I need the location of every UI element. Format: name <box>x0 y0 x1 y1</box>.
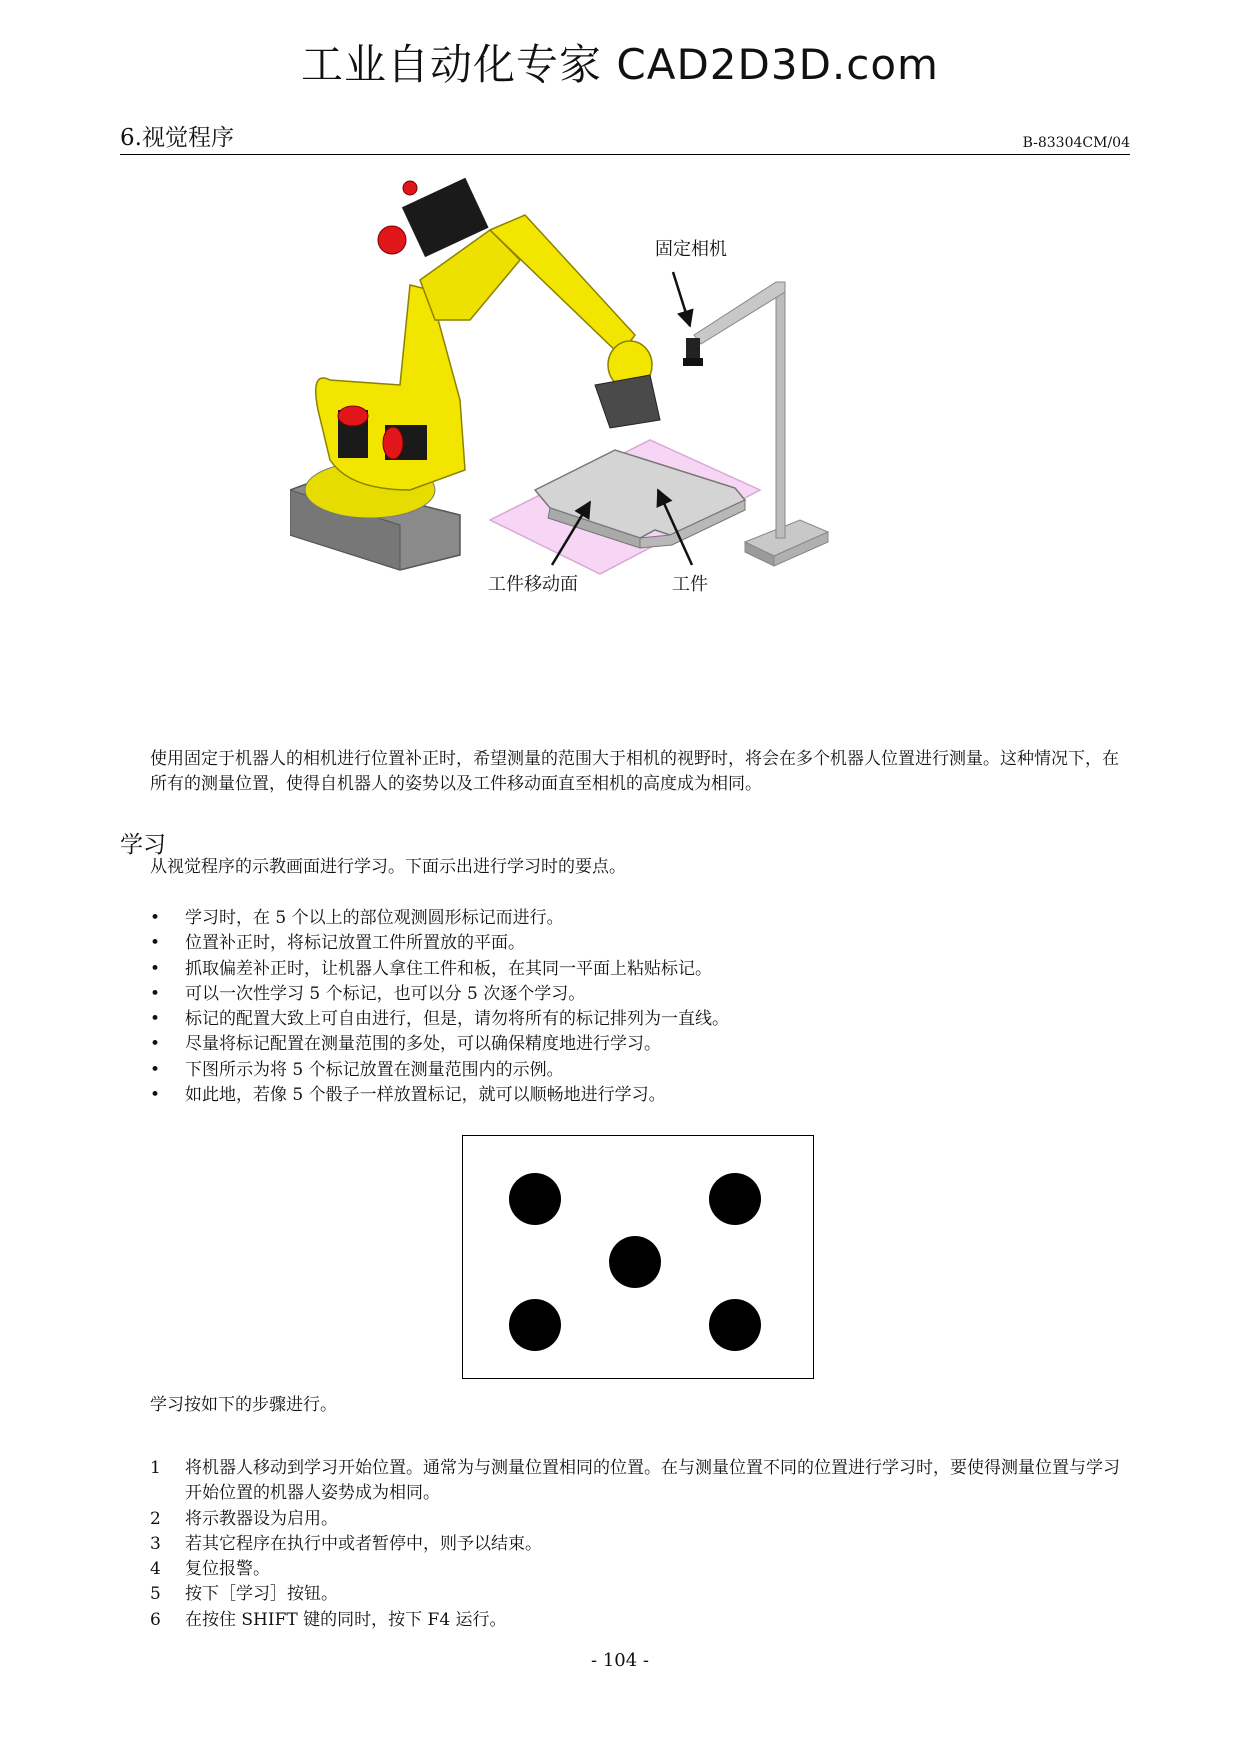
marker-dot <box>509 1299 561 1351</box>
step-item: 6 在按住 SHIFT 键的同时，按下 F4 运行。 <box>150 1609 507 1630</box>
step-item: 4 复位报警。 <box>150 1559 270 1580</box>
step-item: 3 若其它程序在执行中或者暂停中，则予以结束。 <box>150 1533 542 1554</box>
step-item: 2 将示教器设为启用。 <box>150 1508 338 1529</box>
bullet-item: • 可以一次性学习 5 个标记，也可以分 5 次逐个学习。 <box>150 982 729 1007</box>
label-fixed-camera: 固定相机 <box>655 239 727 260</box>
arrow-camera <box>673 272 690 326</box>
label-workpiece: 工件 <box>672 574 708 595</box>
learning-lead: 从视觉程序的示教画面进行学习。下面示出进行学习时的要点。 <box>150 857 626 877</box>
marker-dot <box>609 1236 661 1288</box>
watermark: 工业自动化专家 CAD2D3D.com <box>301 40 939 89</box>
marker-dot <box>709 1299 761 1351</box>
doc-number: B-83304CM/04 <box>1022 135 1130 151</box>
bullet-item: • 尽量将标记配置在测量范围的多处，可以确保精度地进行学习。 <box>150 1032 729 1057</box>
bullet-item: • 如此地，若像 5 个骰子一样放置标记，就可以顺畅地进行学习。 <box>150 1083 729 1108</box>
robot-camera-figure <box>290 170 950 680</box>
bullet-item: • 学习时，在 5 个以上的部位观测圆形标记而进行。 <box>150 906 729 931</box>
dice-pattern <box>463 1136 813 1378</box>
fixed-camera <box>683 338 703 366</box>
label-work-surface: 工件移动面 <box>488 574 578 595</box>
marker-dot <box>509 1173 561 1225</box>
step-item: 5 按下［学习］按钮。 <box>150 1584 338 1605</box>
steps-lead: 学习按如下的步骤进行。 <box>150 1395 337 1415</box>
robot-illustration <box>290 170 950 680</box>
marker-layout-figure <box>462 1135 814 1379</box>
learning-steps-list <box>150 1456 1135 1633</box>
bullet-item: • 位置补正时，将标记放置工件所置放的平面。 <box>150 931 729 956</box>
learning-bullet-list <box>150 906 729 1108</box>
step-item: 1 将机器人移动到学习开始位置。通常为与测量位置相同的位置。在与测量位置不同的位置进行学习时，要使得测量位置与学习开始位置的机器人姿势成为相同。 <box>150 1458 1120 1504</box>
section-title: 6.视觉程序 <box>120 125 234 151</box>
page-number: - 104 - <box>591 1650 649 1671</box>
bullet-item: • 标记的配置大致上可自由进行，但是，请勿将所有的标记排列为一直线。 <box>150 1007 729 1032</box>
marker-dot <box>709 1173 761 1225</box>
intro-paragraph: 使用固定于机器人的相机进行位置补正时，希望测量的范围大于相机的视野时，将会在多个机器人位置进行测量。这种情况下，在所有的测量位置，使得自机器人的姿势以及工件移动面直至相机的高度成为相同。 <box>150 749 1119 794</box>
bullet-item: • 下图所示为将 5 个标记放置在测量范围内的示例。 <box>150 1058 729 1083</box>
section-heading-learning: 学习 <box>120 832 166 858</box>
bullet-item: • 抓取偏差补正时，让机器人拿住工件和板，在其同一平面上粘贴标记。 <box>150 957 729 982</box>
page-header <box>120 124 1130 155</box>
